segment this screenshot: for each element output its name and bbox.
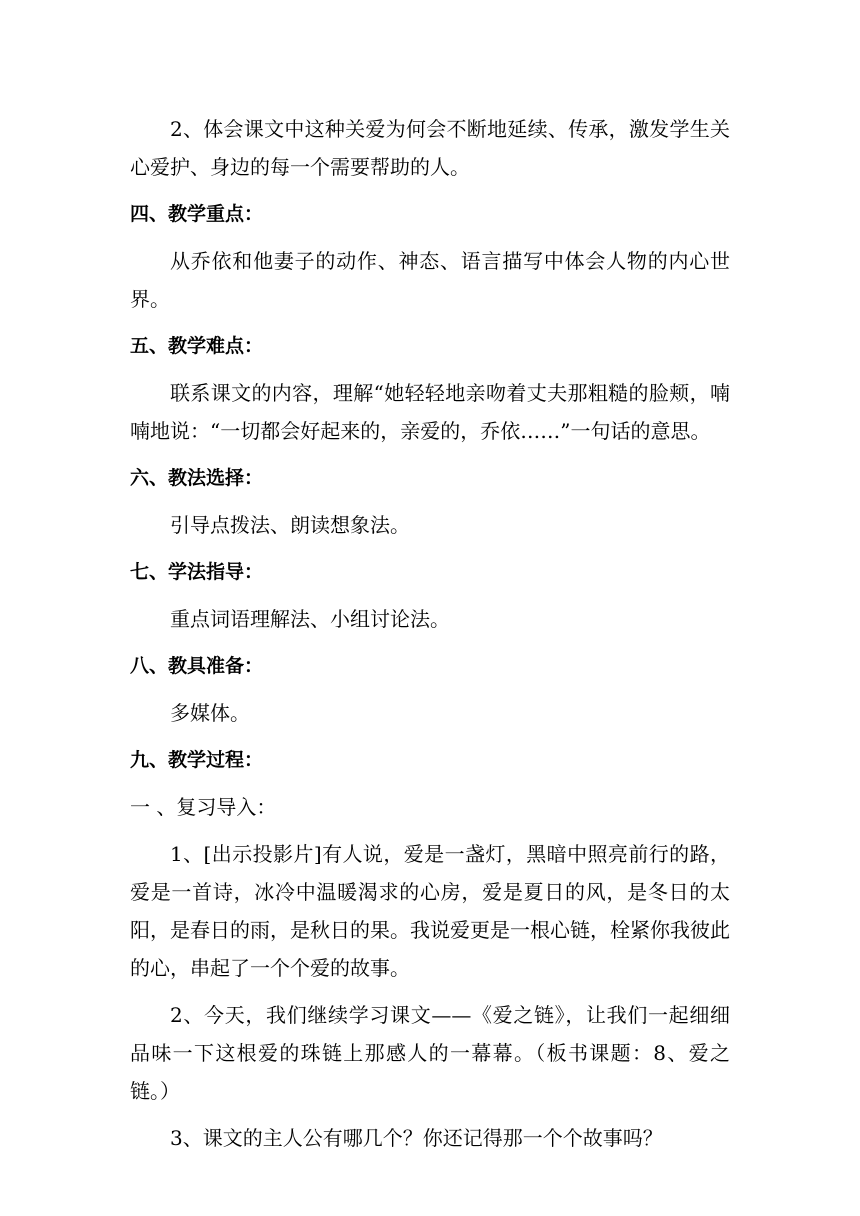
heading-learning-method: 七、学法指导： [130, 561, 264, 583]
process-step-3-paragraph: 3、课文的主人公有哪几个？你还记得那一个个故事吗？ [170, 1126, 663, 1150]
goal-2-paragraph: 2、体会课文中这种关爱为何会不断地延续、传承，激发学生关心爱护、身边的每一个需要帮助的人。 [130, 117, 730, 179]
review-intro-subheading: 一 、复习导入： [130, 795, 277, 819]
heading-teaching-process: 九、教学过程： [130, 749, 264, 771]
process-step-2-paragraph: 2、今天，我们继续学习课文——《爱之链》，让我们一起细细品味一下这根爱的珠链上那感人的一幕幕。（板书课题：8、爱之链。） [130, 1003, 730, 1103]
heading-teaching-aids: 八、教具准备： [130, 655, 264, 677]
teaching-focus-paragraph: 从乔依和他妻子的动作、神态、语言描写中体会人物的内心世界。 [130, 249, 730, 311]
teaching-aids-paragraph: 多媒体。 [170, 701, 250, 725]
heading-teaching-difficulty: 五、教学难点： [130, 335, 264, 357]
teaching-method-paragraph: 引导点拨法、朗读想象法。 [170, 513, 410, 537]
teaching-difficulty-paragraph: 联系课文的内容，理解“她轻轻地亲吻着丈夫那粗糙的脸颊，喃喃地说：“一切都会好起来的，亲爱的，乔依……”一句话的意思。 [130, 381, 730, 443]
heading-teaching-method: 六、教法选择： [130, 467, 264, 489]
process-step-1-paragraph: 1、[出示投影片]有人说，爱是一盏灯，黑暗中照亮前行的路，爱是一首诗，冰冷中温暖渴求的心房，爱是夏日的风，是冬日的太阳，是春日的雨，是秋日的果。我说爱更是一根心链，栓紧你我彼此的心，串起了一个个爱的故事。 [130, 842, 730, 980]
document-body [130, 110, 730, 1166]
learning-method-paragraph: 重点词语理解法、小组讨论法。 [170, 607, 450, 631]
heading-teaching-focus: 四、教学重点： [130, 203, 264, 225]
